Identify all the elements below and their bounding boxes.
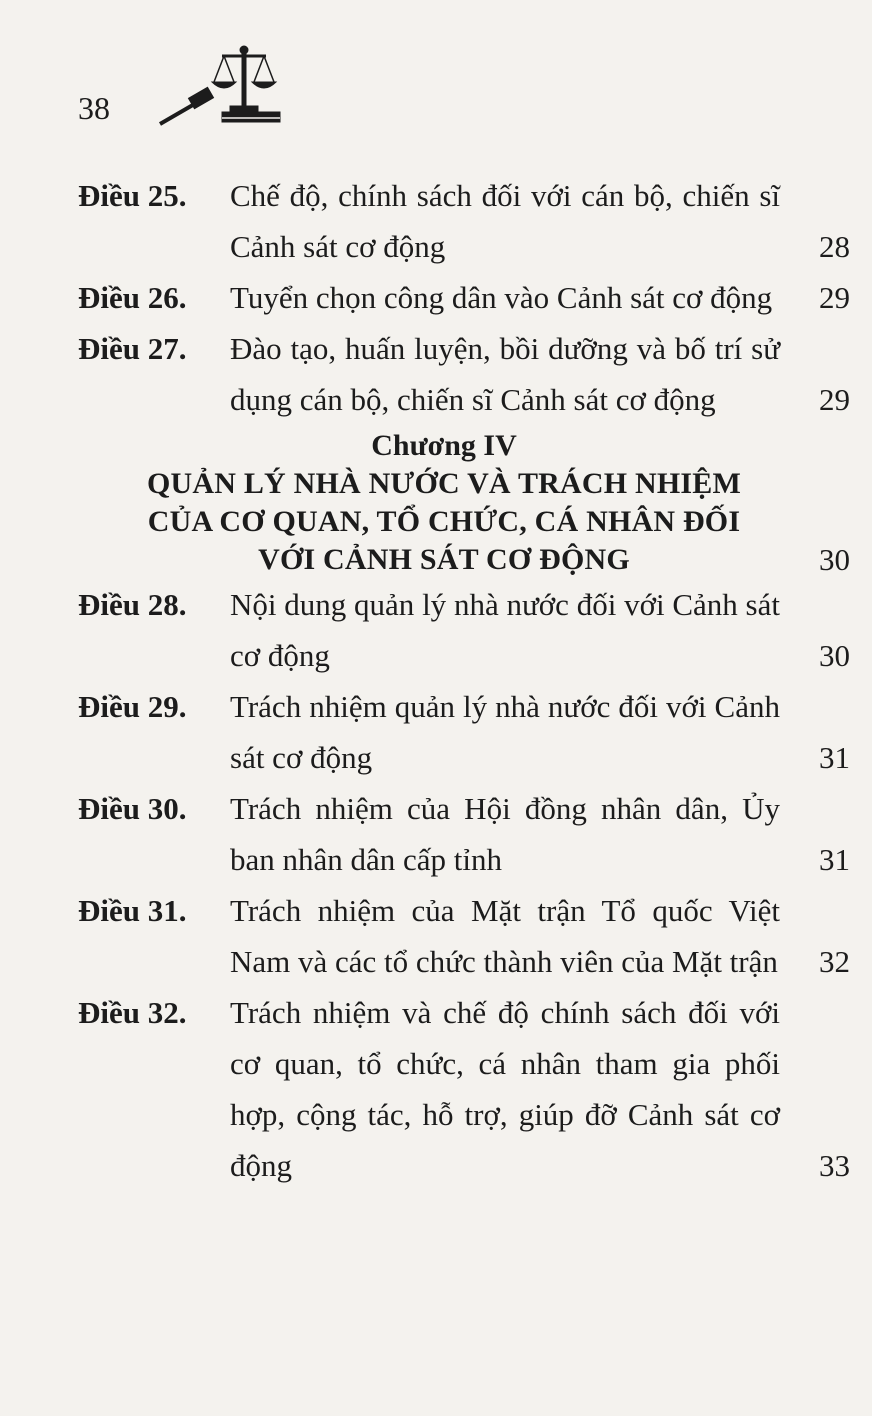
chapter-title-line: QUẢN LÝ NHÀ NƯỚC VÀ TRÁCH NHIỆM — [147, 467, 741, 500]
chapter-title-line: VỚI CẢNH SÁT CƠ ĐỘNG — [258, 543, 630, 576]
page-ref: 31 — [819, 740, 850, 775]
page-ref: 28 — [819, 229, 850, 264]
article-title: Trách nhiệm của Mặt trận Tổ quốc Việt Nam và các tổ chức thành viên của Mặt trận — [230, 893, 780, 979]
article-title: Trách nhiệm quản lý nhà nước đối với Cảnh sát cơ động — [230, 689, 780, 775]
article-number: Điều 26. — [78, 280, 187, 315]
article-title: Tuyển chọn công dân vào Cảnh sát cơ động — [230, 280, 773, 315]
article-title: Chế độ, chính sách đối với cán bộ, chiến sĩ Cảnh sát cơ động — [230, 178, 780, 264]
page-ref: 29 — [819, 280, 850, 315]
toc-entry-dieu-25[interactable] — [78, 170, 850, 272]
table-of-contents — [78, 170, 850, 1191]
article-number: Điều 31. — [78, 893, 187, 928]
toc-entry-dieu-28[interactable] — [78, 579, 850, 681]
page-ref: 30 — [819, 638, 850, 673]
article-number: Điều 30. — [78, 791, 187, 826]
toc-entry-dieu-32[interactable] — [78, 987, 850, 1191]
toc-entry-dieu-30[interactable] — [78, 783, 850, 885]
scales-of-justice-gavel-icon — [156, 40, 286, 130]
page-ref: 31 — [819, 842, 850, 877]
page-ref: 33 — [819, 1148, 850, 1183]
article-title: Trách nhiệm và chế độ chính sách đối với cơ quan, tổ chức, cá nhân tham gia phối hợp, cộng tác, hỗ trợ, giúp đỡ Cảnh sát cơ động — [230, 995, 780, 1183]
toc-entry-dieu-29[interactable] — [78, 681, 850, 783]
page-ref: 29 — [819, 382, 850, 417]
chapter-heading[interactable] — [78, 427, 850, 579]
page-ref: 30 — [819, 542, 850, 577]
page-ref: 32 — [819, 944, 850, 979]
article-number: Điều 28. — [78, 587, 187, 622]
page-number: 38 — [78, 90, 110, 126]
article-number: Điều 27. — [78, 331, 187, 366]
chapter-title-line: CỦA CƠ QUAN, TỔ CHỨC, CÁ NHÂN ĐỐI — [147, 505, 741, 538]
toc-entry-dieu-26[interactable] — [78, 272, 850, 323]
article-number: Điều 29. — [78, 689, 187, 724]
article-title: Trách nhiệm của Hội đồng nhân dân, Ủy ban nhân dân cấp tỉnh — [230, 791, 780, 877]
chapter-label: Chương IV — [371, 429, 517, 462]
article-number: Điều 32. — [78, 995, 187, 1030]
article-title: Nội dung quản lý nhà nước đối với Cảnh sát cơ động — [230, 587, 780, 673]
article-number: Điều 25. — [78, 178, 187, 213]
toc-entry-dieu-27[interactable] — [78, 323, 850, 425]
toc-entry-dieu-31[interactable] — [78, 885, 850, 987]
article-title: Đào tạo, huấn luyện, bồi dưỡng và bố trí sử dụng cán bộ, chiến sĩ Cảnh sát cơ động — [230, 331, 780, 417]
